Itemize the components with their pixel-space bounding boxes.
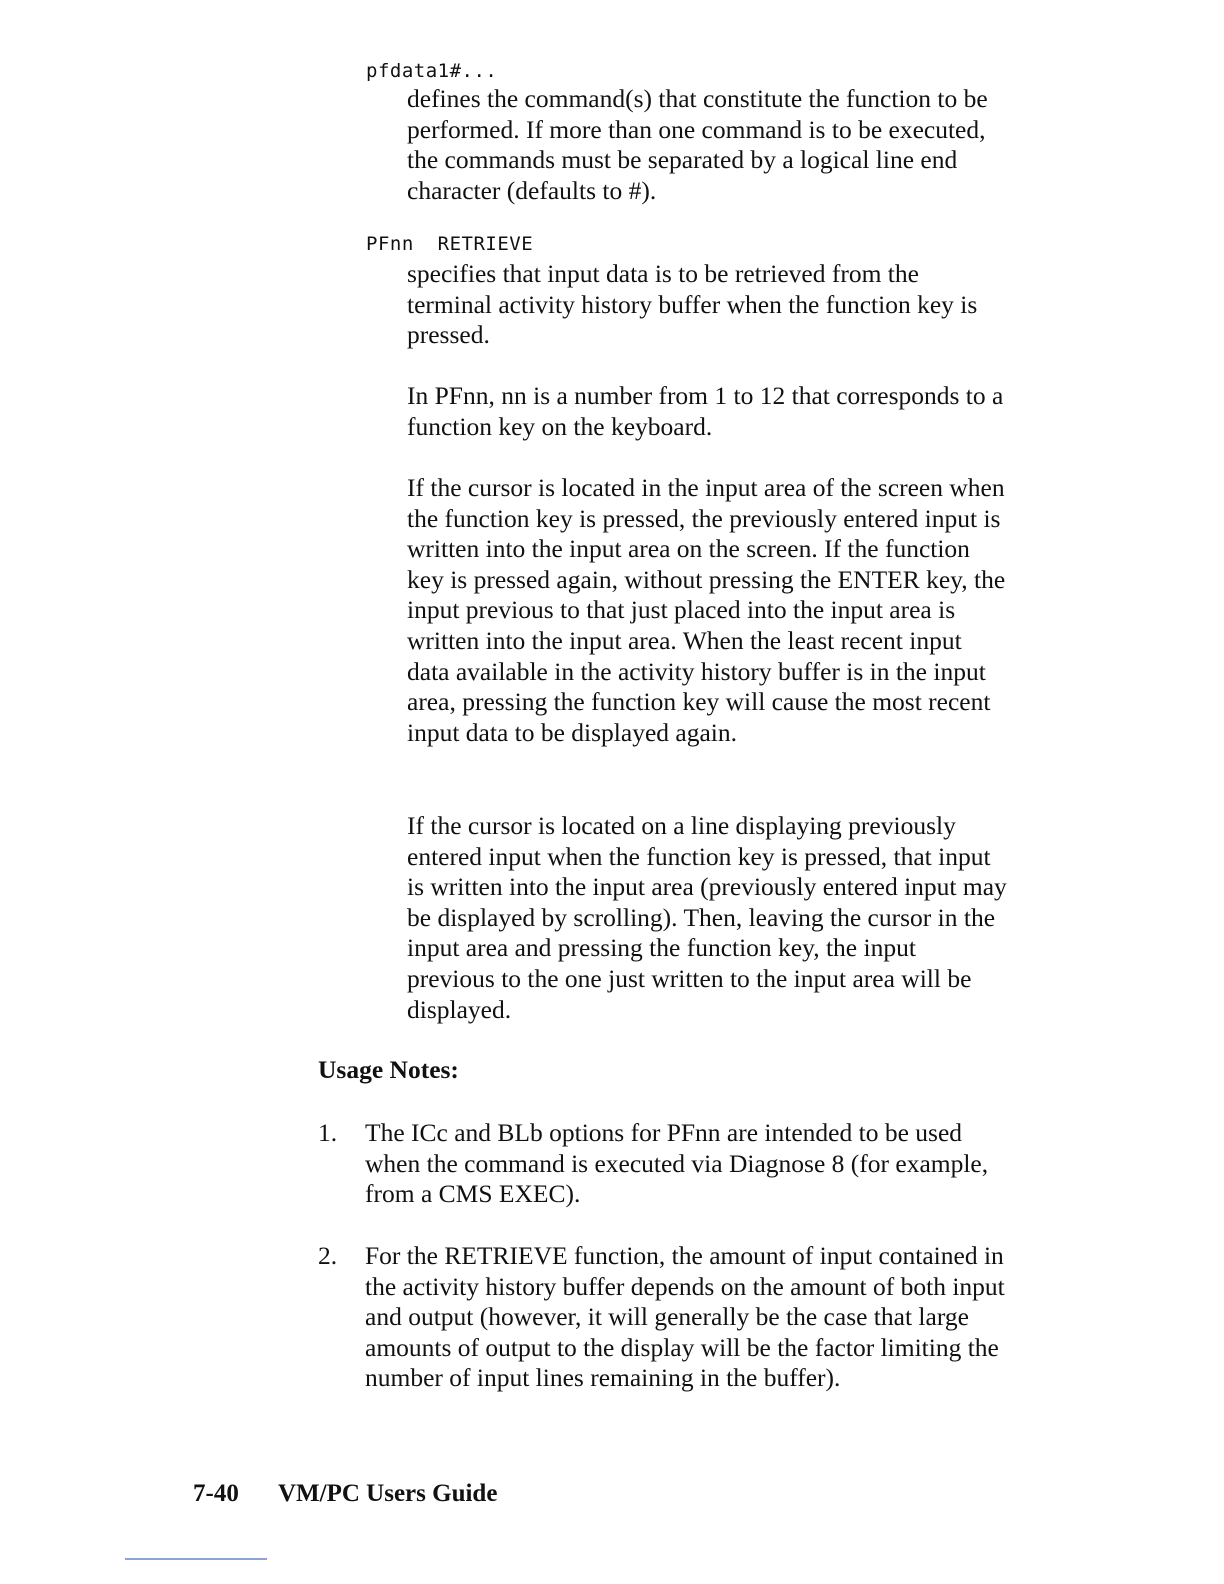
page-number: 7-40 bbox=[193, 1480, 239, 1507]
cursor-previous-line-paragraph: If the cursor is located on a line displaying previously entered input when the function key is pressed, that input is written into the input area (previously entered input may be displayed by scrolling). Then, leaving the cursor in the input area and pressing the function key, the input previous to the one just written to the input area will be displayed. bbox=[407, 811, 1007, 1024]
usage-note-number: 2. bbox=[318, 1241, 338, 1270]
term-pfdata: pfdata1#... bbox=[366, 60, 498, 82]
book-title: VM/PC Users Guide bbox=[278, 1480, 498, 1507]
usage-notes-heading: Usage Notes: bbox=[318, 1055, 459, 1084]
page-footer bbox=[193, 1480, 497, 1508]
cursor-input-area-paragraph: If the cursor is located in the input area of the screen when the function key is pressed, the previously entered input is written into the input area on the screen. If the function key is pressed again, without pressing the ENTER key, the input previous to that just placed into the input area is written into the input area. When the least recent input data available in the activity history buffer is in the input area, pressing the function key will cause the most recent input data to be displayed again. bbox=[407, 473, 1006, 747]
term-pfnn-retrieve: PFnn RETRIEVE bbox=[366, 233, 534, 255]
usage-note-text: The ICc and BLb options for PFnn are intended to be used when the command is executed via Diagnose 8 (for example, from a CMS EXEC). bbox=[365, 1118, 989, 1209]
usage-note-text: For the RETRIEVE function, the amount of input contained in the activity history buffer depends on the amount of both input and output (however, it will generally be the case that large amounts of output to the display will be the factor limiting the number of input lines remaining in the buffer). bbox=[365, 1241, 1005, 1393]
pfnn-number-paragraph: In PFnn, nn is a number from 1 to 12 that corresponds to a function key on the keyboard. bbox=[407, 381, 1004, 441]
usage-note-item bbox=[318, 1241, 1008, 1394]
retrieve-description: specifies that input data is to be retrieved from the terminal activity history buffer when the function key is pressed. bbox=[407, 259, 978, 350]
footer-divider bbox=[125, 1558, 267, 1560]
pfdata-description: defines the command(s) that constitute the function to be performed. If more than one command is to be executed, the commands must be separated by a logical line end character (defaults to #). bbox=[407, 84, 988, 205]
usage-note-number: 1. bbox=[318, 1118, 338, 1147]
usage-note-item bbox=[318, 1118, 1008, 1210]
